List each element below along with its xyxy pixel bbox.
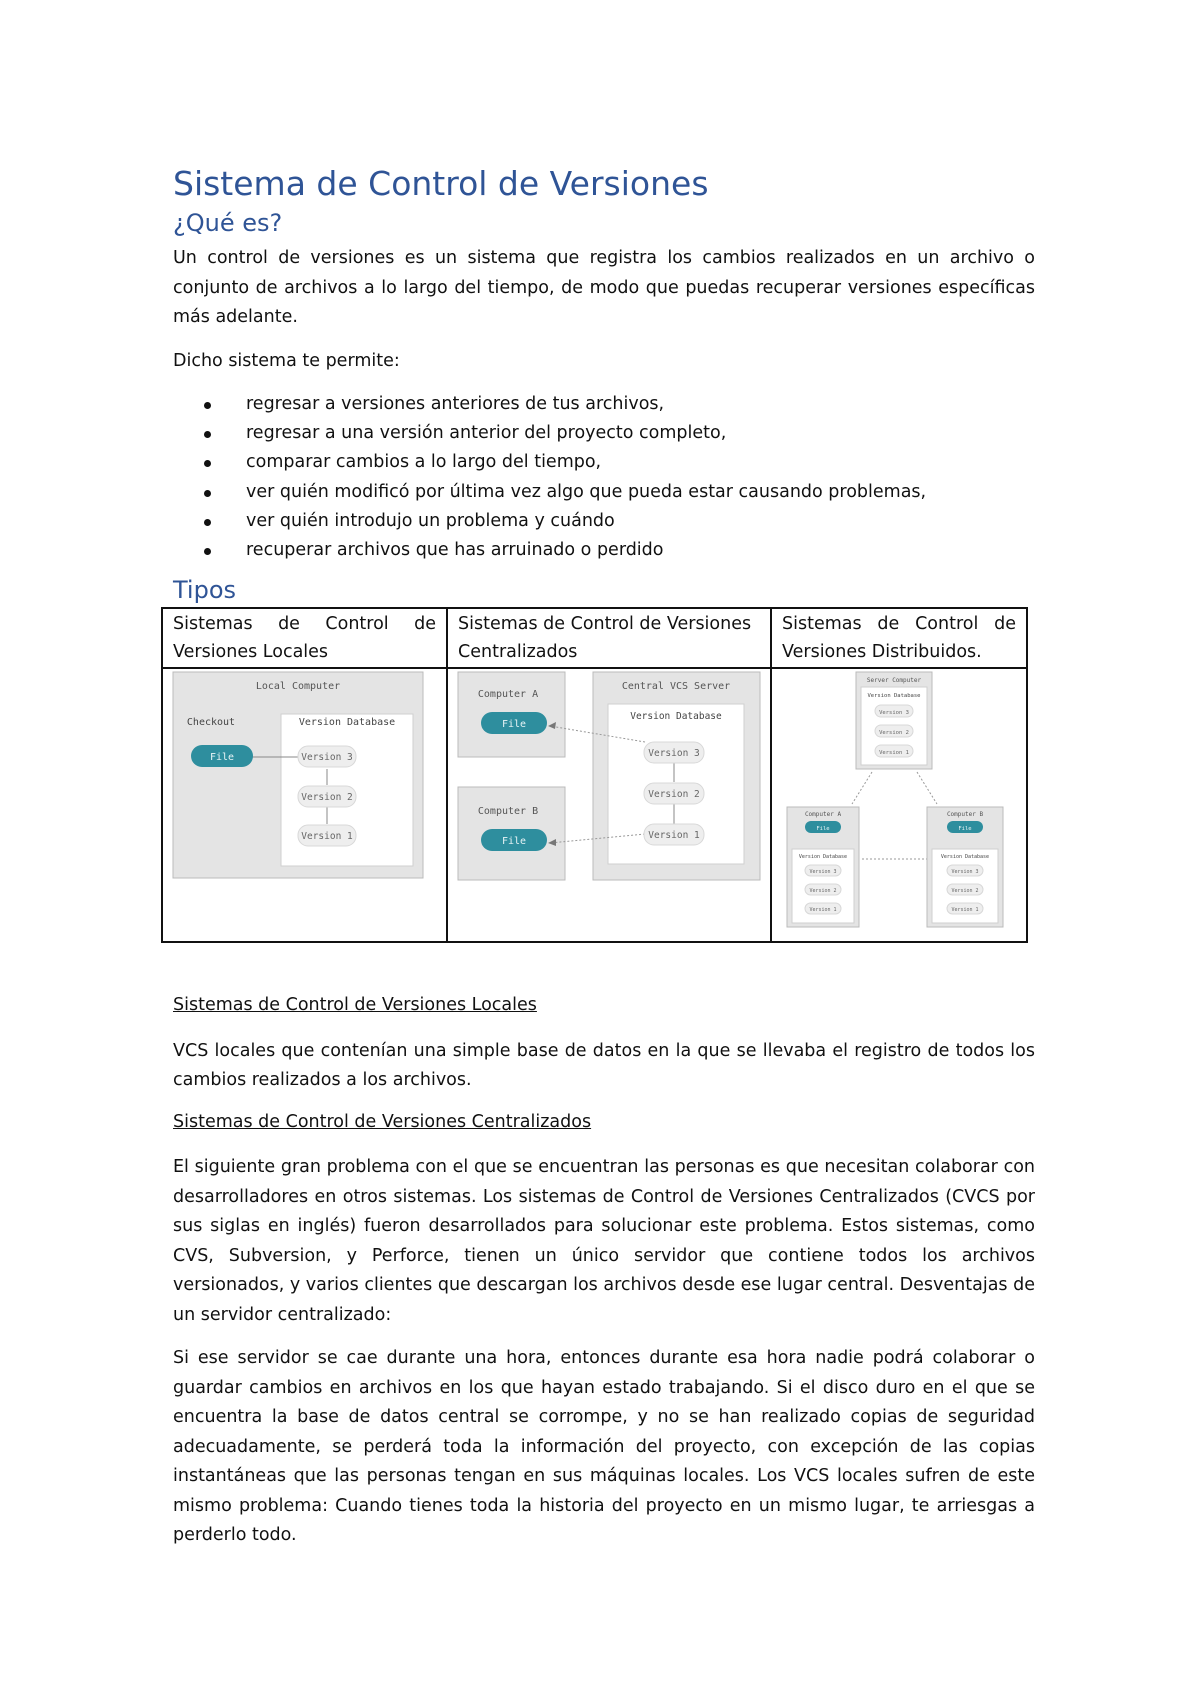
computer-a-label: Computer A bbox=[477, 689, 539, 701]
version-3-label: Version 3 bbox=[951, 869, 979, 876]
server-computer-label: Server Computer bbox=[866, 677, 922, 685]
version-2-label: Version 2 bbox=[648, 789, 700, 801]
header-central: Sistemas de Control de Versiones Centralizados bbox=[447, 608, 771, 668]
diagram-distributed-cell bbox=[771, 668, 1027, 942]
bullet-icon bbox=[204, 490, 211, 497]
header-local: Sistemas de Control de Versiones Locales bbox=[162, 608, 447, 668]
version-2-label: Version 2 bbox=[879, 730, 909, 737]
version-database-label: Version Database bbox=[798, 854, 848, 861]
local-computer-label: Local Computer bbox=[255, 681, 341, 693]
types-table bbox=[161, 607, 1028, 943]
version-3-label: Version 3 bbox=[648, 748, 700, 760]
list-item: comparar cambios a lo largo del tiempo, bbox=[246, 448, 1035, 477]
bullet-icon bbox=[204, 460, 211, 467]
diagram-local-cell bbox=[162, 668, 447, 942]
file-label: File bbox=[501, 836, 527, 848]
computer-b-label: Computer B bbox=[477, 806, 539, 818]
version-database-label: Version Database bbox=[630, 711, 722, 723]
list-item: ver quién introdujo un problema y cuándo bbox=[246, 507, 1035, 536]
bullet-icon bbox=[204, 548, 211, 555]
version-3-label: Version 3 bbox=[879, 710, 909, 717]
version-2-label: Version 2 bbox=[951, 888, 979, 895]
file-label: File bbox=[958, 826, 972, 833]
allows-intro: Dicho sistema te permite: bbox=[173, 350, 400, 371]
version-database-label: Version Database bbox=[867, 693, 921, 700]
list-item: ver quién modificó por última vez algo que pueda estar causando problemas, bbox=[246, 478, 1035, 507]
file-label: File bbox=[209, 752, 235, 764]
local-section-title: Sistemas de Control de Versiones Locales bbox=[173, 995, 537, 1016]
document-content bbox=[173, 162, 1035, 1563]
version-database-label: Version Database bbox=[940, 854, 990, 861]
version-1-label: Version 1 bbox=[301, 831, 353, 843]
header-distributed: Sistemas de Control de Versiones Distribuidos. bbox=[771, 608, 1027, 668]
diagram-central-cell bbox=[447, 668, 771, 942]
central-server-label: Central VCS Server bbox=[621, 681, 731, 693]
bullet-icon bbox=[204, 519, 211, 526]
version-database-label: Version Database bbox=[298, 717, 396, 729]
bullet-icon bbox=[204, 431, 211, 438]
file-label: File bbox=[816, 826, 830, 833]
computer-b-label: Computer B bbox=[946, 811, 984, 819]
local-paragraph: VCS locales que contenían una simple base de datos en la que se llevaba el registro de todos los cambios realizados a los archivos. bbox=[173, 1040, 1035, 1091]
version-1-label: Version 1 bbox=[648, 830, 700, 842]
distributed-vcs-diagram bbox=[772, 669, 1026, 932]
central-paragraph-2: Si ese servidor se cae durante una hora, entonces durante esa hora nadie podrá colaborar o guardar cambios en archivos en los que hayan estado trabajando. Si el disco duro en el que se encuentra la base de datos central se corrompe, y no se han realizado copias de seguridad adecuadamente, se perderá toda la información del proyecto, con excepción de las copias instantáneas que las personas tengan en sus máquinas locales. Los VCS locales sufren de este mismo problema: Cuando tienes toda la historia del proyecto en un mismo lugar, te arriesgas a perderlo todo. bbox=[173, 1348, 1035, 1546]
version-2-label: Version 2 bbox=[809, 888, 837, 895]
version-1-label: Version 1 bbox=[809, 907, 837, 914]
local-vcs-diagram bbox=[163, 669, 446, 932]
list-item: regresar a versiones anteriores de tus archivos, bbox=[246, 390, 1035, 419]
central-section-title: Sistemas de Control de Versiones Centralizados bbox=[173, 1111, 592, 1132]
what-heading: ¿Qué es? bbox=[173, 209, 283, 237]
checkout-label: Checkout bbox=[186, 717, 236, 729]
bullet-icon bbox=[204, 402, 211, 409]
version-2-label: Version 2 bbox=[301, 792, 353, 804]
central-paragraph: El siguiente gran problema con el que se encuentran las personas es que necesitan colaborar con desarrolladores en otros sistemas. Los sistemas de Control de Versiones Centralizados (CVCS por sus siglas en inglés) fueron desarrollados para solucionar este problema. Estos sistemas, como CVS, Subversion, y Perforce, tienen un único servidor que contiene todos los archivos versionados, y varios clientes que descargan los archivos desde ese lugar central. Desventajas de un servidor centralizado: bbox=[173, 1157, 1035, 1325]
what-paragraph: Un control de versiones es un sistema que registra los cambios realizados en un archivo o conjunto de archivos a lo largo del tiempo, de modo que puedas recuperar versiones específicas más adelante. bbox=[173, 248, 1035, 327]
version-1-label: Version 1 bbox=[951, 907, 979, 914]
page-title: Sistema de Control de Versiones bbox=[173, 164, 709, 203]
list-item: regresar a una versión anterior del proyecto completo, bbox=[246, 419, 1035, 448]
computer-a-label: Computer A bbox=[804, 811, 842, 819]
types-heading: Tipos bbox=[173, 576, 237, 605]
file-label: File bbox=[501, 719, 527, 731]
version-3-label: Version 3 bbox=[301, 752, 353, 764]
version-1-label: Version 1 bbox=[879, 750, 909, 757]
central-vcs-diagram bbox=[448, 669, 770, 932]
version-3-label: Version 3 bbox=[809, 869, 837, 876]
list-item: recuperar archivos que has arruinado o perdido bbox=[246, 536, 1035, 565]
capabilities-list bbox=[173, 390, 1035, 565]
